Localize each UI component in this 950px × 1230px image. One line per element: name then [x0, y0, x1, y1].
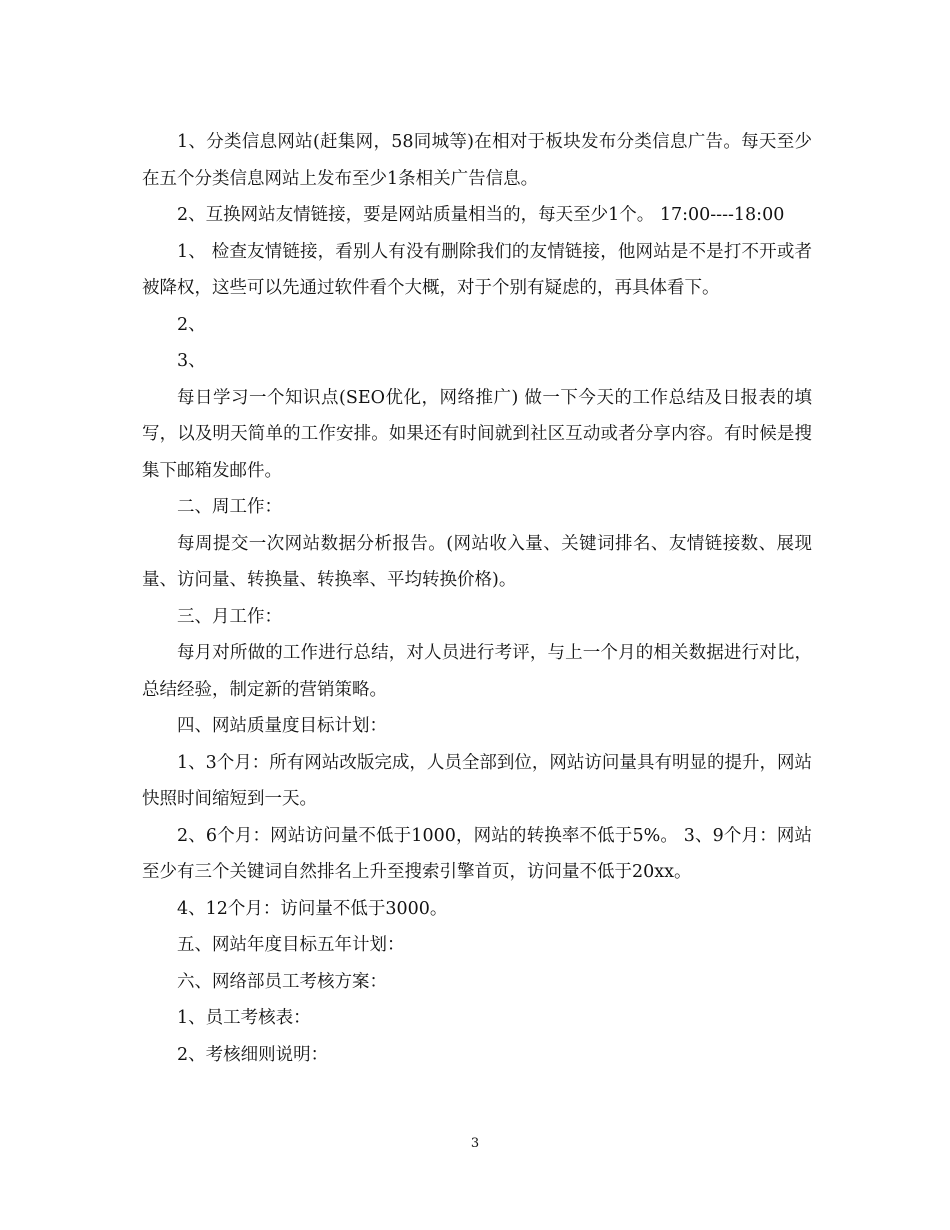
paragraph-3-month-target: 1、3个月：所有网站改版完成，人员全部到位，网站访问量具有明显的提升，网站快照时间缩短到一天。 — [142, 752, 812, 809]
paragraph-monthly-summary: 每月对所做的工作进行总结，对人员进行考评，与上一个月的相关数据进行对比，总结经验，制定新的营销策略。 — [142, 643, 812, 700]
paragraph-check-links: 1、 检查友情链接，看别人有没有删除我们的友情链接，他网站是不是打不开或者被降权，这些可以先通过软件看个大概，对于个别有疑虑的，再具体看下。 — [142, 241, 812, 298]
page-number: 3 — [470, 1136, 480, 1151]
heading-annual-plan: 五、网站年度目标五年计划： — [177, 935, 405, 955]
document-body — [142, 124, 812, 1073]
heading-quality-targets: 四、网站质量度目标计划： — [177, 716, 387, 736]
paragraph-daily-study: 每日学习一个知识点(SEO优化，网络推广) 做一下今天的工作总结及日报表的填写，以及明天简单的工作安排。如果还有时间就到社区互动或者分享内容。有时候是搜集下邮箱发邮件。 — [142, 387, 812, 481]
paragraph-assessment-rules: 2、考核细则说明： — [177, 1044, 329, 1065]
paragraph-6-9-month-target: 2、6个月：网站访问量不低于1000，网站的转换率不低于5%。 3、9个月：网站至少有三个关键词自然排名上升至搜索引擎首页，访问量不低于20xx。 — [142, 825, 812, 882]
paragraph-assessment-table: 1、员工考核表： — [177, 1008, 311, 1028]
paragraph-classified-ads: 1、分类信息网站(赶集网，58同城等)在相对于板块发布分类信息广告。每天至少在五个分类信息网站上发布至少1条相关广告信息。 — [142, 132, 812, 189]
heading-weekly-work: 二、周工作： — [177, 497, 282, 517]
paragraph-item-2: 2、 — [177, 314, 206, 335]
paragraph-weekly-report: 每周提交一次网站数据分析报告。(网站收入量、关键词排名、友情链接数、展现量、访问量、转换量、转换率、平均转换价格)。 — [142, 533, 812, 590]
heading-monthly-work: 三、月工作： — [177, 606, 282, 627]
paragraph-12-month-target: 4、12个月：访问量不低于3000。 — [177, 898, 448, 919]
paragraph-friend-links: 2、互换网站友情链接，要是网站质量相当的，每天至少1个。 17:00----18:00 — [177, 205, 785, 225]
paragraph-item-3: 3、 — [177, 351, 206, 371]
heading-assessment-plan: 六、网络部员工考核方案： — [177, 971, 387, 992]
